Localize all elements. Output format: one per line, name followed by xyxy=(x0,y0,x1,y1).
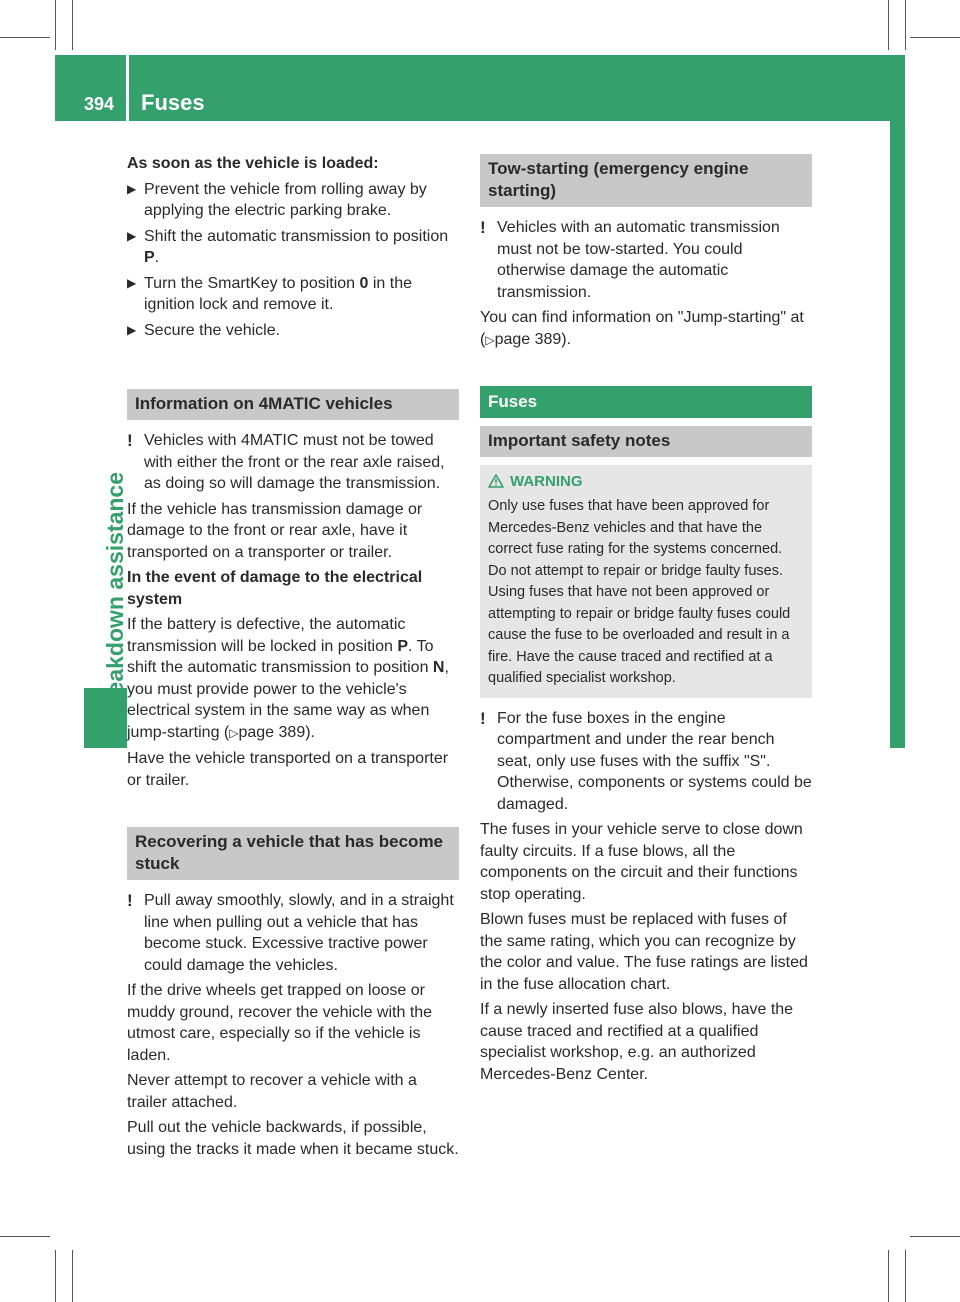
paragraph: Never attempt to recover a vehicle with a trailer attached. xyxy=(127,1072,417,1111)
warning-title: WARNING xyxy=(488,471,804,493)
page-title: Fuses xyxy=(141,90,205,115)
caution-note: ! Vehicles with an automatic transmission must not be tow-started. You could otherwise damage the automatic transmission. xyxy=(480,218,780,301)
page-ref-icon: ▷ xyxy=(229,725,239,740)
page-number: 394 xyxy=(84,94,115,114)
warning-box xyxy=(480,465,812,698)
chapter-heading: Fuses xyxy=(480,386,812,418)
paragraph: If the vehicle has transmission damage or damage to the front or rear axle, have it transported on a transporter or trailer. xyxy=(127,500,423,561)
paragraph: Pull out the vehicle backwards, if possible, using the tracks it made when it became stuck. xyxy=(127,1119,459,1158)
crop-mark xyxy=(905,1250,906,1302)
instruction-step: ▶ Turn the SmartKey to position 0 in the ignition lock and remove it. xyxy=(127,274,413,313)
warning-text: Only use fuses that have been approved for Mercedes-Benz vehicles and that have the correct fuse rating for the systems concerned. Do not attempt to repair or bridge faulty fuses. Using fuses that have not been approved or attempting to repair or bridge faulty fuses could cause the fuse to be overloaded and result in a fire. Have the cause traced and rectified at a qualified specialist workshop. xyxy=(488,498,791,686)
right-column xyxy=(480,154,812,351)
section-heading: Tow-starting (emergency engine starting) xyxy=(480,154,812,207)
crop-mark xyxy=(0,37,50,38)
paragraph: If the drive wheels get trapped on loose or muddy ground, recover the vehicle with the utmost care, especially so if the vehicle is laden. xyxy=(127,982,433,1064)
paragraph: If the battery is defective, the automatic transmission will be locked in position P. To shift the automatic transmission to position N, you must provide power to the vehicle's electrical system in the same way as when jump-starting (▷page 389). xyxy=(127,616,449,741)
step-arrow-icon: ▶ xyxy=(127,322,137,337)
step-arrow-icon: ▶ xyxy=(127,181,137,196)
instruction-step: ▶ Secure the vehicle. xyxy=(127,320,459,342)
caution-note: ! Vehicles with 4MATIC must not be towed with either the front or the rear axle raised, as doing so will damage the transmission. xyxy=(127,431,445,492)
paragraph: If a newly inserted fuse also blows, have the cause traced and rectified at a qualified specialist workshop, e.g. an authorized Mercedes-Benz Center. xyxy=(480,1001,794,1083)
crop-mark xyxy=(55,1250,56,1302)
caution-note: ! Pull away smoothly, slowly, and in a straight line when pulling out a vehicle that has become stuck. Excessive tractive power could damage the vehicles. xyxy=(127,891,454,974)
loaded-heading: As soon as the vehicle is loaded: xyxy=(127,155,379,172)
page-ref-icon: ▷ xyxy=(485,332,495,347)
paragraph: You can find information on "Jump-starting" at (▷page 389). xyxy=(480,309,804,348)
crop-mark xyxy=(888,1250,889,1302)
warning-triangle-icon xyxy=(488,474,504,488)
section-heading: Recovering a vehicle that has become stuck xyxy=(127,827,459,880)
caution-icon: ! xyxy=(127,431,133,450)
chapter-label: Breakdown assistance xyxy=(102,471,128,720)
crop-mark xyxy=(888,0,889,50)
left-column-4matic xyxy=(127,389,459,791)
right-column-fuses xyxy=(480,386,812,1085)
caution-icon: ! xyxy=(127,891,133,910)
crop-mark xyxy=(72,1250,73,1302)
step-arrow-icon: ▶ xyxy=(127,275,137,290)
caution-icon: ! xyxy=(480,218,486,237)
header-separator xyxy=(126,55,129,121)
crop-mark xyxy=(72,0,73,50)
section-heading: Information on 4MATIC vehicles xyxy=(127,389,459,420)
crop-mark xyxy=(0,1236,50,1237)
crop-mark xyxy=(905,0,906,50)
left-column-stuck xyxy=(127,827,459,1160)
paragraph: Blown fuses must be replaced with fuses of the same rating, which you can recognize by the color and value. The fuse ratings are listed in the fuse allocation chart. xyxy=(480,911,808,993)
crop-mark xyxy=(55,0,56,50)
instruction-step: ▶ Shift the automatic transmission to position P. xyxy=(127,227,449,266)
crop-mark xyxy=(910,37,960,38)
side-bar xyxy=(890,121,905,748)
caution-note: ! For the fuse boxes in the engine compartment and under the rear bench seat, only use fuses with the suffix "S". Otherwise, components or systems could be damaged. xyxy=(480,708,812,813)
paragraph: Have the vehicle transported on a transporter or trailer. xyxy=(127,750,449,789)
position-key: P xyxy=(144,249,155,266)
caution-icon: ! xyxy=(480,708,486,728)
instruction-step: ▶ Prevent the vehicle from rolling away by applying the electric parking brake. xyxy=(127,180,427,219)
subheading: In the event of damage to the electrical system xyxy=(127,569,423,608)
crop-mark xyxy=(910,1236,960,1237)
position-key: 0 xyxy=(359,274,369,292)
section-heading: Important safety notes xyxy=(480,426,812,457)
paragraph: The fuses in your vehicle serve to close down faulty circuits. If a fuse blows, all the components on the circuit and their functions stop operating. xyxy=(480,821,803,903)
left-column xyxy=(127,153,459,341)
step-arrow-icon: ▶ xyxy=(127,228,137,243)
